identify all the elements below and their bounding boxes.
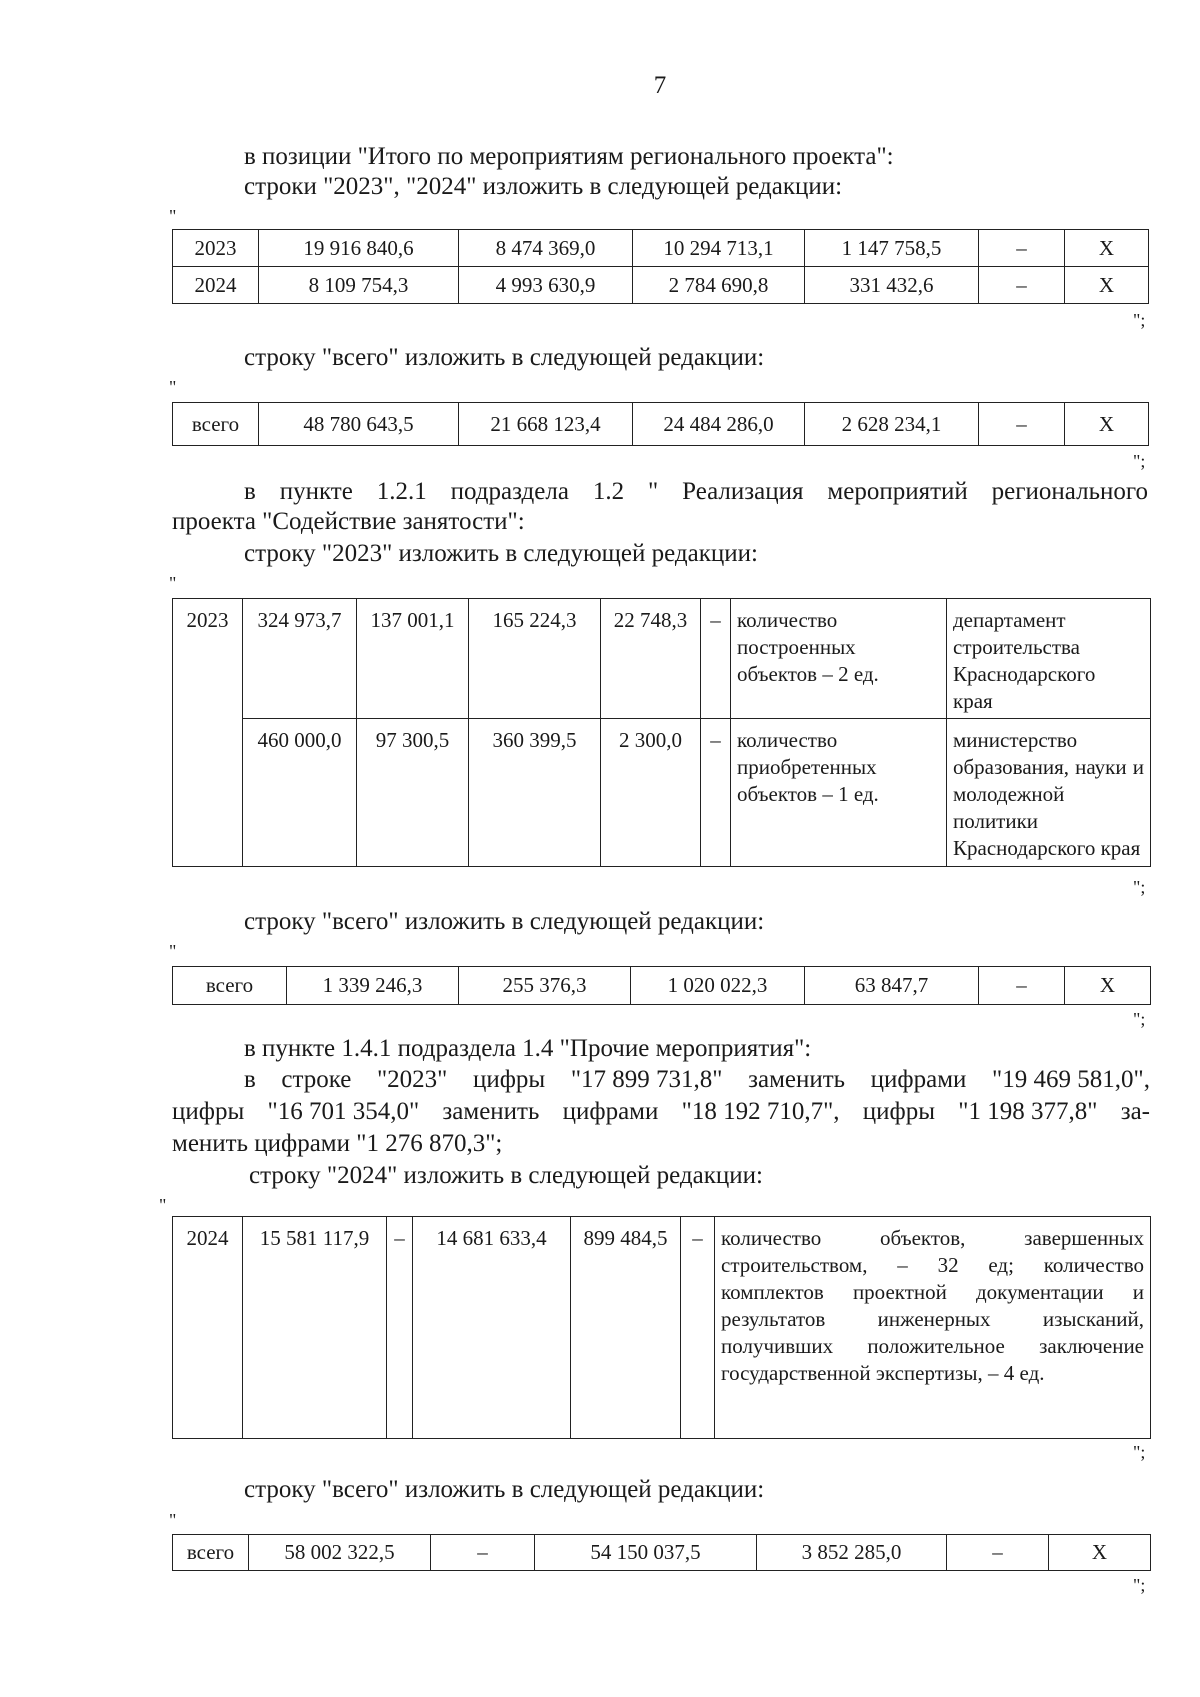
table-cell: 2023 [173,230,259,267]
table-cell: – [947,1535,1049,1571]
result-cell: количество приобретенных объектов – 1 ед. [731,719,947,867]
table-cell: 331 432,6 [805,267,979,304]
word: "18 192 710,7", [681,1098,840,1125]
result-cell: количество объектов, завершенных строительством, – 32 ед; количество комплектов проектной документации и результатов инженерных изысканий, получивших положительное заключение государственной экспертизы, – 4 ед. [715,1217,1151,1439]
table-cell: 63 847,7 [805,967,979,1005]
table-cell: 24 484 286,0 [633,403,805,446]
table-cell: 8 109 754,3 [259,267,459,304]
table-cell: Х [1065,403,1149,446]
paragraph-2-line-1 [244,477,1148,507]
quote-open-d: " [169,941,177,961]
table-measure-1-2-1 [172,598,1151,867]
paragraph-3-line-1: в пункте 1.4.1 подраздела 1.4 "Прочие мероприятия": [244,1035,812,1062]
table-cell: 15 581 117,9 [243,1217,387,1439]
table-cell: 97 300,5 [357,719,469,867]
table-cell: Х [1049,1535,1151,1571]
table-cell: 2 784 690,8 [633,267,805,304]
table-cell: 10 294 713,1 [633,230,805,267]
word: цифры [472,1066,546,1093]
table-cell: 8 474 369,0 [459,230,633,267]
table-cell: – [387,1217,413,1439]
quote-open-e: " [159,1195,167,1215]
total-intro-2: строку "всего" изложить в следующей редакции: [244,908,765,935]
table-measure-1-4-1 [172,1216,1151,1439]
table-cell: 3 852 285,0 [757,1535,947,1571]
quote-open-a: " [169,206,177,226]
executor-cell: министерство образования, науки и молодежной политики Краснодарского края [947,719,1151,867]
table-row [173,230,1149,267]
table-row [173,599,1151,719]
table-cell: – [431,1535,535,1571]
executor-line: края [953,689,993,713]
total-intro-1: строку "всего" изложить в следующей редакции: [244,344,765,371]
word: "17 899 731,8" [570,1066,723,1093]
table-cell: 2 300,0 [601,719,701,867]
table-cell: 2024 [173,267,259,304]
quote-close-a: "; [1133,310,1146,330]
word: 1.2 [592,478,625,505]
word: в [244,1066,256,1093]
table-cell: 255 376,3 [459,967,631,1005]
quote-open-b: " [169,377,177,397]
table-cell: – [979,267,1065,304]
table-grand-total [172,402,1149,446]
table-cell: – [701,599,731,719]
executor-cell [947,599,1151,719]
table-cell: – [979,230,1065,267]
table-row [173,1217,1151,1439]
word: цифрами [562,1098,659,1125]
page-number: 7 [653,72,667,99]
table-cell: 58 002 322,5 [249,1535,431,1571]
table-row [173,719,1151,867]
executor-line: департамент [953,608,1066,632]
result-cell: количество построенных объектов – 2 ед. [731,599,947,719]
table-cell: всего [173,1535,249,1571]
year-cell: 2023 [173,599,243,867]
table-cell: всего [173,967,287,1005]
table-cell: Х [1065,267,1149,304]
intro-line-1: в позиции "Итого по мероприятиям регионального проекта": [244,143,894,170]
table-cell: 899 484,5 [571,1217,681,1439]
table-cell: – [979,403,1065,446]
word: 1.2.1 [376,478,427,505]
table-row [173,1535,1151,1571]
quote-close-e: "; [1133,1442,1146,1462]
table-cell: 1 020 022,3 [631,967,805,1005]
total-intro-3: строку "всего" изложить в следующей редакции: [244,1476,765,1503]
word: Реализация [682,478,804,505]
word: регионального [991,478,1148,505]
table-cell: Х [1065,230,1149,267]
quote-close-f: "; [1133,1575,1146,1595]
word: цифры [172,1098,245,1125]
word: цифры [862,1098,936,1125]
word: заменить [748,1066,846,1093]
table-cell: 460 000,0 [243,719,357,867]
quote-open-f: " [169,1510,177,1530]
word: "2023" [376,1066,448,1093]
table-total-1-2-1 [172,966,1151,1005]
table-cell: Х [1065,967,1151,1005]
table-cell: 137 001,1 [357,599,469,719]
table-cell: 54 150 037,5 [535,1535,757,1571]
table-cell: 21 668 123,4 [459,403,633,446]
paragraph-3-line-3 [172,1097,1150,1127]
table-cell: всего [173,403,259,446]
table-cell: 22 748,3 [601,599,701,719]
word: " [648,478,659,505]
table-totals-by-year [172,229,1149,304]
word: в [244,478,256,505]
table-cell: 2 628 234,1 [805,403,979,446]
word: "16 701 354,0" [267,1098,420,1125]
table-cell: 48 780 643,5 [259,403,459,446]
paragraph-2-line-2: проекта "Содействие занятости": [172,508,525,535]
table-cell: 324 973,7 [243,599,357,719]
year-cell: 2024 [173,1217,243,1439]
table-cell: 165 224,3 [469,599,601,719]
intro-line-2: строки "2023", "2024" изложить в следующей редакции: [244,173,843,200]
word: строке [281,1066,352,1093]
table-cell: 4 993 630,9 [459,267,633,304]
table-cell: 360 399,5 [469,719,601,867]
table-row [173,267,1149,304]
table-cell: 19 916 840,6 [259,230,459,267]
word: заменить [442,1098,540,1125]
executor-line: строительства [953,635,1081,659]
table-row [173,967,1151,1005]
word: "19 469 581,0", [992,1066,1150,1093]
table-cell: – [701,719,731,867]
word: мероприятий [827,478,968,505]
word: "1 198 377,8" [958,1098,1098,1125]
table-cell: 14 681 633,4 [413,1217,571,1439]
paragraph-2-line-3: строку "2023" изложить в следующей редакции: [244,540,758,567]
table-row [173,403,1149,446]
executor-line: Краснодарского [953,662,1096,686]
table-total-1-4-1 [172,1534,1151,1571]
word: подраздела [450,478,569,505]
word: цифрами [870,1066,967,1093]
table-cell: 1 147 758,5 [805,230,979,267]
paragraph-3-line-5: строку "2024" изложить в следующей редакции: [249,1162,763,1189]
paragraph-3-line-2 [244,1065,1150,1095]
table-cell: 1 339 246,3 [287,967,459,1005]
table-cell: – [681,1217,715,1439]
quote-close-c: "; [1133,877,1146,897]
quote-close-d: "; [1133,1009,1146,1029]
word: пункте [279,478,353,505]
word: за- [1120,1098,1150,1125]
quote-open-c: " [169,573,177,593]
quote-close-b: "; [1133,451,1146,471]
paragraph-3-line-4: менить цифрами "1 276 870,3"; [172,1130,503,1157]
table-cell: – [979,967,1065,1005]
